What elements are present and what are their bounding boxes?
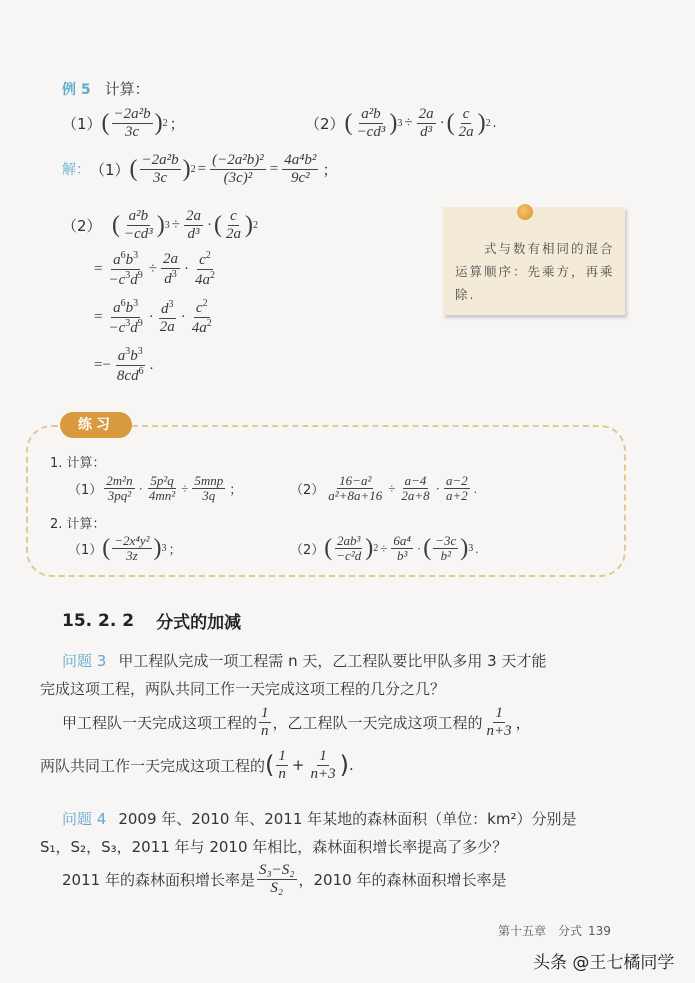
practice-q2-label: 2. 计算： [50,517,106,532]
practice-q2-2: （2） ( $\frac{\text{2ab³}}{\text{−c²d}}$ ) 2 ÷ $\frac{\text{6a⁴}}{\text{b³}}$ · ( $\frac{-3c}{\text{b²}}$ ) 3 . [290,533,479,564]
solution-2-line-4: =− $\frac{a^3b^3}{8cd^6}$ . [94,346,154,384]
pushpin-icon [517,204,533,220]
problem-3-answer-1: 甲工程队一天完成这项工程的 $\frac{1}{n}$ ，乙工程队一天完成这项工程的 $\frac{1}{n+3}$ ， [62,705,531,739]
practice-q1-1: （1） $\frac{\text{2m²n}}{\text{3pq²}}$ · $\frac{\text{5p²q}}{\text{4mn²}}$ ÷ $\frac{\text{5mnp}}{3q}$ ； [68,473,243,504]
problem-4-line-2: S₁，S₂，S₃，2011 年与 2010 年相比，森林面积增长率提高了多少？ [40,838,508,856]
tip-note-text: 式与数有相同的混合运算顺序：先乘方，再乘除. [455,241,615,302]
practice-q1-label: 1. 计算： [50,456,106,471]
chapter-label: 第十五章 分式 [498,924,583,938]
problem-4-label: 问题 4 [62,810,107,828]
example-label: 例 5 [62,81,91,98]
practice-q1-2: （2） $\frac{\text{16−a²}}{\text{a²+8a+16}}$ ÷ $\frac{a-4}{2a+8}$ · $\frac{a-2}{a+2}$ . [290,473,478,504]
section-title: 分式的加减 [156,613,242,633]
solution-2-line-3: = $\frac{a^6b^3}{-c^3d^9}$ · $\frac{d^3}{2a}$ · $\frac{c^2}{4a^2}$ [94,298,212,336]
practice-q2-1: （1） ( $\frac{\text{−2x⁴y²}}{3z}$ ) 3 ； [68,533,182,564]
problem-4: 问题 4 2009 年、2010 年、2011 年某地的森林面积（单位：km²）分别是 [62,810,577,828]
solution-1: 解： （1） ( $\frac{\text{−2a²b}}{3c}$ ) 2 = $\frac{\text{(−2a²b)²}}{\text{(3c)²}}$ = $\frac{\text{4a⁴b²}}{\text{9c²}}$ ； [62,152,338,186]
tip-note [443,207,625,315]
problem-4-answer: 2011 年的森林面积增长率是 $\frac{\text{S₃−S₂}}{\text{S₂}}$ ，2010 年的森林面积增长率是 [62,862,507,896]
page-footer [498,922,611,939]
problem-3-line-2: 完成这项工程，两队共同工作一天完成这项工程的几分之几？ [40,680,446,698]
problem-3: 问题 3 甲工程队完成一项工程需 n 天，乙工程队要比甲队多用 3 天才能 [62,652,547,670]
section-heading [62,608,241,633]
example-problem-2: （2） ( $\frac{\text{a²b}}{\text{−cd³}}$ ) 3 ÷ $\frac{2a}{\text{d³}}$ · ( $\frac{c}{2a}$ ) 2 . [305,106,497,140]
solution-2-line-2: = $\frac{a^6b^3}{-c^3d^9}$ ÷ $\frac{2a}{d^3}$ · $\frac{c^2}{4a^2}$ [94,250,215,288]
example-title: 计算： [104,80,150,98]
page-number: 139 [588,923,611,938]
solution-2-line-1: （2） ( $\frac{\text{a²b}}{\text{−cd³}}$ ) 3 ÷ $\frac{2a}{\text{d³}}$ · ( $\frac{c}{2a}$ ) 2 [62,208,259,242]
section-number: 15. 2. 2 [62,610,135,631]
practice-tag: 练习 [60,412,132,438]
problem-3-label: 问题 3 [62,652,107,670]
problem-3-answer-2: 两队共同工作一天完成这项工程的 ( $\frac{1}{n}$ + $\frac{1}{n+3}$ ) . [40,748,354,782]
example-heading [62,78,150,99]
solution-2 [62,205,258,389]
watermark: 头条 @王七橘同学 [533,953,675,973]
example-problem-1: （1） ( $\frac{\text{−2a²b}}{3c}$ ) 2 ； [62,106,185,140]
